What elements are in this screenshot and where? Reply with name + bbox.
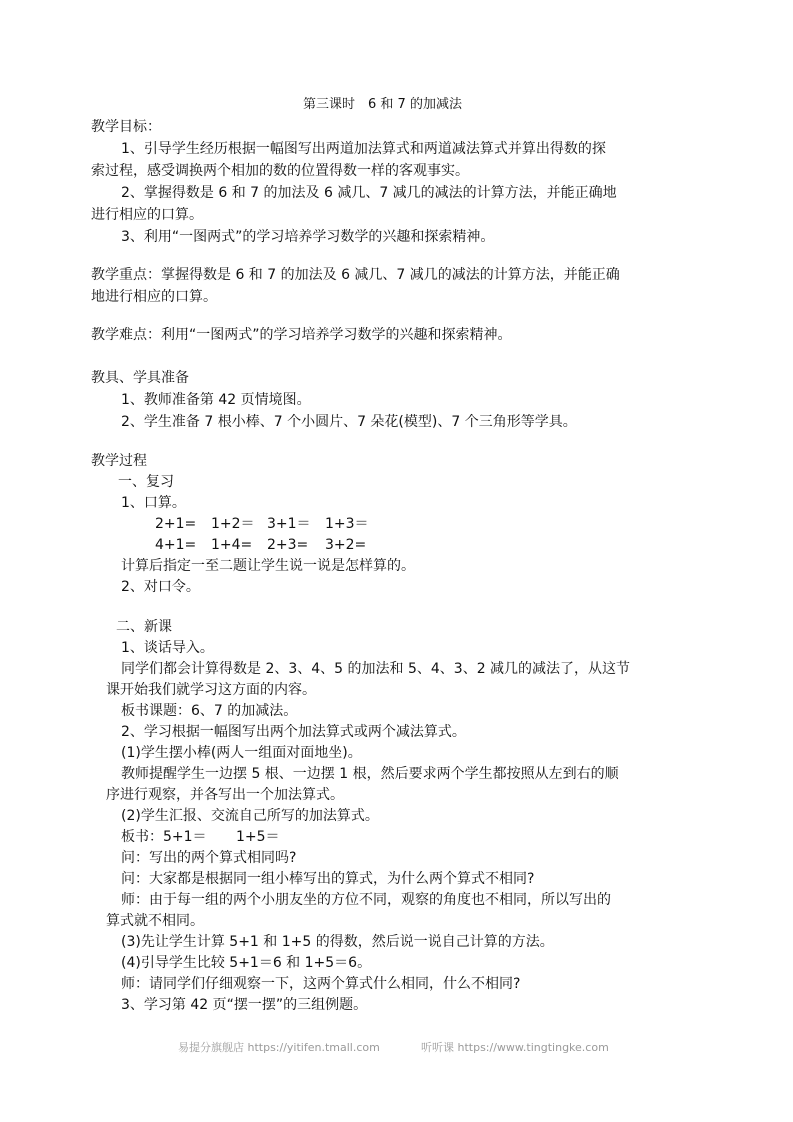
- step-4: (4)引导学生比较 5+1＝6 和 1+5＝6。: [121, 955, 372, 971]
- oral-item: 4+1=: [155, 537, 197, 553]
- oral-row-1: [0, 513, 793, 535]
- oral-item: 3+2=: [325, 537, 367, 553]
- teacher-answer-line-1: 师：由于每一组的两个小朋友坐的方位不同，观察的角度也不相同，所以写出的: [121, 892, 611, 908]
- learn-2-heading: 2、学习根据一幅图写出两个加法算式或两个减法算式。: [121, 724, 466, 740]
- intro-line-1: 同学们都会计算得数是 2、3、4、5 的加法和 5、4、3、2 减几的减法了，从这节: [121, 661, 631, 677]
- step-3: (3)先让学生计算 5+1 和 1+5 的得数，然后说一说自己计算的方法。: [121, 934, 554, 950]
- page-title: 第三课时 6 和 7 的加减法: [303, 97, 462, 112]
- countdown-item: 2、对口令。: [121, 579, 200, 595]
- key-point-line-1: 教学重点：掌握得数是 6 和 7 的加法及 6 减几、7 减几的减法的计算方法，并能正确: [91, 267, 620, 283]
- footer-shop-link[interactable]: 易提分旗舰店 https://yitifen.tmall.com: [178, 1041, 380, 1054]
- oral-item: 1+2＝: [211, 516, 255, 532]
- step-2: (2)学生汇报、交流自己所写的加法算式。: [121, 808, 379, 824]
- goals-heading: 教学目标：: [91, 119, 161, 135]
- goal-1-line-2: 索过程，感受调换两个相加的数的位置得数一样的客观事实。: [91, 163, 469, 179]
- oral-item: 2+3=: [267, 537, 309, 553]
- teacher-note-line-1: 教师提醒学生一边摆 5 根、一边摆 1 根，然后要求两个学生都按照从左到右的顺: [121, 766, 619, 782]
- tools-heading: 教具、学具准备: [91, 370, 189, 386]
- intro-line-2: 课开始我们就学习这方面的内容。: [106, 682, 316, 698]
- goal-2-line-2: 进行相应的口算。: [91, 207, 203, 223]
- tools-item-1: 1、教师准备第 42 页情境图。: [121, 392, 311, 408]
- step-1: (1)学生摆小棒(两人一组面对面地坐)。: [121, 745, 362, 761]
- board-topic: 板书课题：6、7 的加减法。: [121, 703, 298, 719]
- question-1: 问：写出的两个算式相同吗?: [121, 850, 297, 866]
- teacher-prompt: 师：请同学们仔细观察一下，这两个算式什么相同，什么不相同?: [121, 976, 521, 992]
- learn-3-heading: 3、学习第 42 页“摆一摆”的三组例题。: [121, 997, 368, 1013]
- oral-item: 3+1＝: [267, 516, 311, 532]
- process-heading: 教学过程: [91, 453, 147, 469]
- teacher-answer-line-2: 算式就不相同。: [106, 913, 204, 929]
- new-lesson-heading: 二、新课: [116, 619, 172, 635]
- oral-heading: 1、口算。: [121, 495, 186, 511]
- after-calc-note: 计算后指定一至二题让学生说一说是怎样算的。: [121, 558, 415, 574]
- board-equations: [0, 826, 793, 848]
- goal-1-line-1: 1、引导学生经历根据一幅图写出两道加法算式和两道减法算式并算出得数的探: [121, 141, 606, 157]
- board-equation-label: 板书：5+1＝: [121, 829, 207, 845]
- difficulty: 教学难点：利用“一图两式”的学习培养学习数学的兴趣和探索精神。: [91, 327, 512, 343]
- intro-heading: 1、谈话导入。: [121, 640, 214, 656]
- goal-2-line-1: 2、掌握得数是 6 和 7 的加法及 6 减几、7 减几的减法的计算方法，并能正确地: [121, 185, 617, 201]
- board-equation-2: 1+5＝: [236, 829, 280, 845]
- oral-item: 1+3＝: [325, 516, 369, 532]
- oral-item: 2+1=: [155, 516, 197, 532]
- oral-row-2: [0, 534, 793, 556]
- key-point-line-2: 地进行相应的口算。: [91, 289, 217, 305]
- teacher-note-line-2: 序进行观察，并各写出一个加法算式。: [106, 787, 344, 803]
- goal-3: 3、利用“一图两式”的学习培养学习数学的兴趣和探索精神。: [121, 229, 495, 245]
- review-heading: 一、复习: [118, 474, 174, 490]
- footer-site-link[interactable]: 听听课 https://www.tingtingke.com: [421, 1041, 609, 1054]
- tools-item-2: 2、学生准备 7 根小棒、7 个小圆片、7 朵花(模型)、7 个三角形等学具。: [121, 414, 577, 430]
- page-footer: [0, 1038, 793, 1058]
- question-2: 问：大家都是根据同一组小棒写出的算式，为什么两个算式不相同?: [121, 871, 535, 887]
- oral-item: 1+4=: [211, 537, 253, 553]
